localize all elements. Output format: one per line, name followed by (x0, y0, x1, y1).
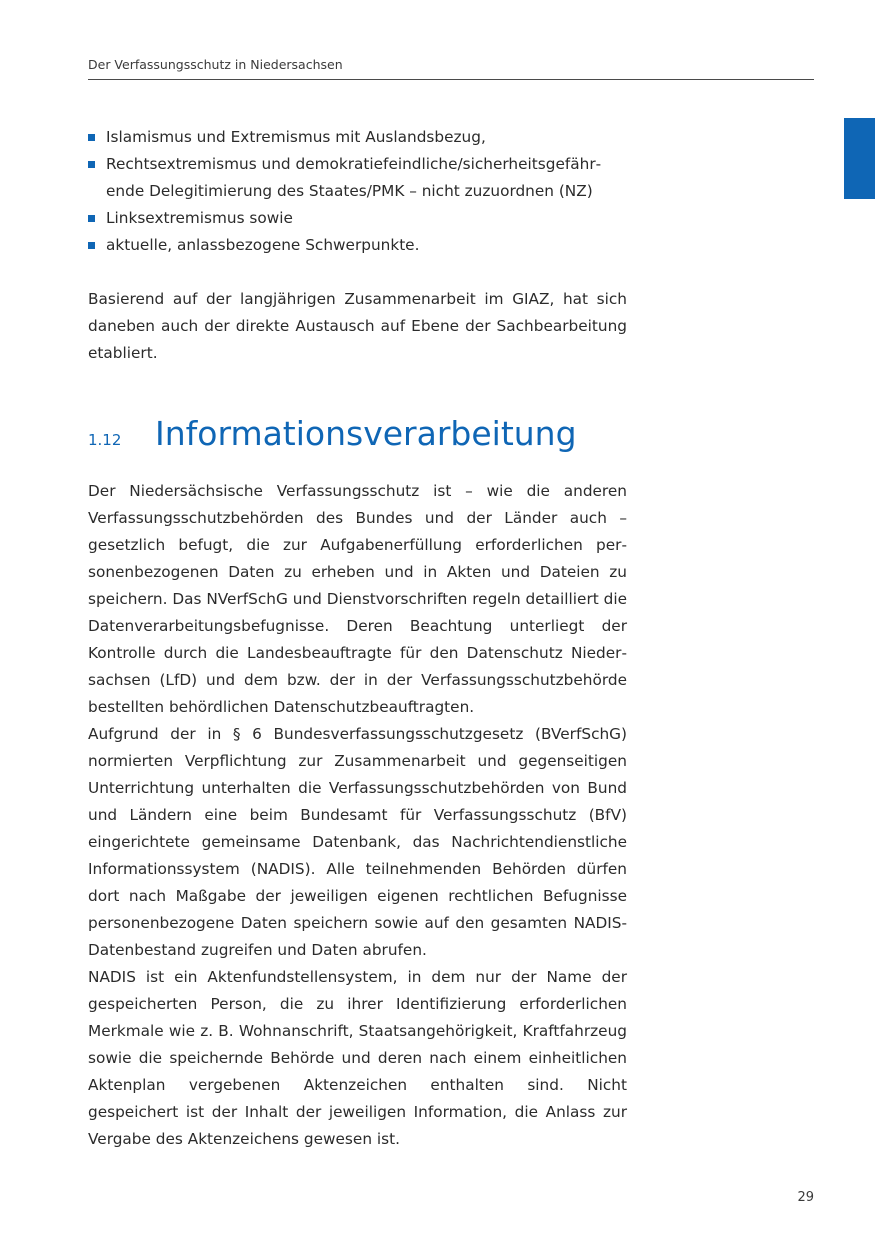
section-title: Informationsverarbeitung (155, 414, 577, 453)
header-rule (88, 79, 814, 80)
list-item-text: Linksextremismus sowie (106, 209, 293, 227)
chapter-tab-marker (844, 118, 875, 199)
list-item (88, 232, 627, 259)
square-bullet-icon (88, 161, 95, 168)
list-item (88, 124, 627, 151)
list-item-text: Rechtsextremismus und demokratiefeindliche/sicherheitsgefährende Delegitimierung des Staates/PMK – nicht zuzuordnen (NZ) (106, 155, 602, 200)
page-content (88, 124, 627, 1153)
body-paragraph-datenschutz: Der Niedersächsische Verfassungsschutz ist – wie die anderen Verfassungsschutzbehörden des Bundes und der Länder auch – gesetzlich befugt, die zur Aufgabenerfüllung erforderlichen personenbezogenen Daten zu erheben und in Akten und Dateien zu speichern. Das NVerfSchG und Dienstvorschriften regeln detailliert die Datenverarbeitungsbefugnisse. Deren Beachtung unterliegt der Kontrolle durch die Landesbeauftragte für den Datenschutz Niedersachsen (LfD) und dem bzw. der in der Verfassungsschutzbehörde bestellten behördlichen Datenschutzbeauftragten. (88, 482, 627, 716)
section-number: 1.12 (88, 431, 122, 449)
list-item-text: Islamismus und Extremismus mit Auslandsbezug, (106, 128, 486, 146)
square-bullet-icon (88, 134, 95, 141)
list-item (88, 151, 627, 205)
list-item (88, 205, 627, 232)
running-header: Der Verfassungsschutz in Niedersachsen (88, 57, 343, 72)
section-heading (88, 414, 627, 454)
list-item-text: aktuelle, anlassbezogene Schwerpunkte. (106, 236, 420, 254)
square-bullet-icon (88, 215, 95, 222)
intro-paragraph: Basierend auf der langjährigen Zusammenarbeit im GIAZ, hat sich daneben auch der direkte Austausch auf Ebene der Sachbearbeitung etabliert. (88, 290, 627, 362)
body-paragraph-nadis-datenbank: Aufgrund der in § 6 Bundesverfassungsschutzgesetz (BVerfSchG) normierten Verpflichtung zur Zusammenarbeit und gegenseitigen Unterrichtung unterhalten die Verfassungsschutzbehörden von Bund und Ländern eine beim Bundesamt für Verfassungsschutz (BfV) eingerichtete gemeinsame Datenbank, das Nachrichtendienstliche Informationssystem (NADIS). Alle teilnehmenden Behörden dürfen dort nach Maßgabe der jeweiligen eigenen rechtlichen Befugnisse personenbezogene Daten speichern sowie auf den gesamten NADIS-Datenbestand zugreifen und Daten abrufen. (88, 725, 627, 959)
body-paragraph-aktenfundstellensystem: NADIS ist ein Aktenfundstellensystem, in dem nur der Name der gespeicherten Person, die zu ihrer Identifizierung erforderlichen Merkmale wie z. B. Wohnanschrift, Staatsangehörigkeit, Kraftfahrzeug sowie die speichernde Behörde und deren nach einem einheitlichen Aktenplan vergebenen Aktenzeichen enthalten sind. Nicht gespeichert ist der Inhalt der jeweiligen Information, die Anlass zur Vergabe des Aktenzeichens gewesen ist. (88, 968, 627, 1148)
square-bullet-icon (88, 242, 95, 249)
page-number: 29 (797, 1190, 814, 1205)
bullet-list (88, 124, 627, 259)
